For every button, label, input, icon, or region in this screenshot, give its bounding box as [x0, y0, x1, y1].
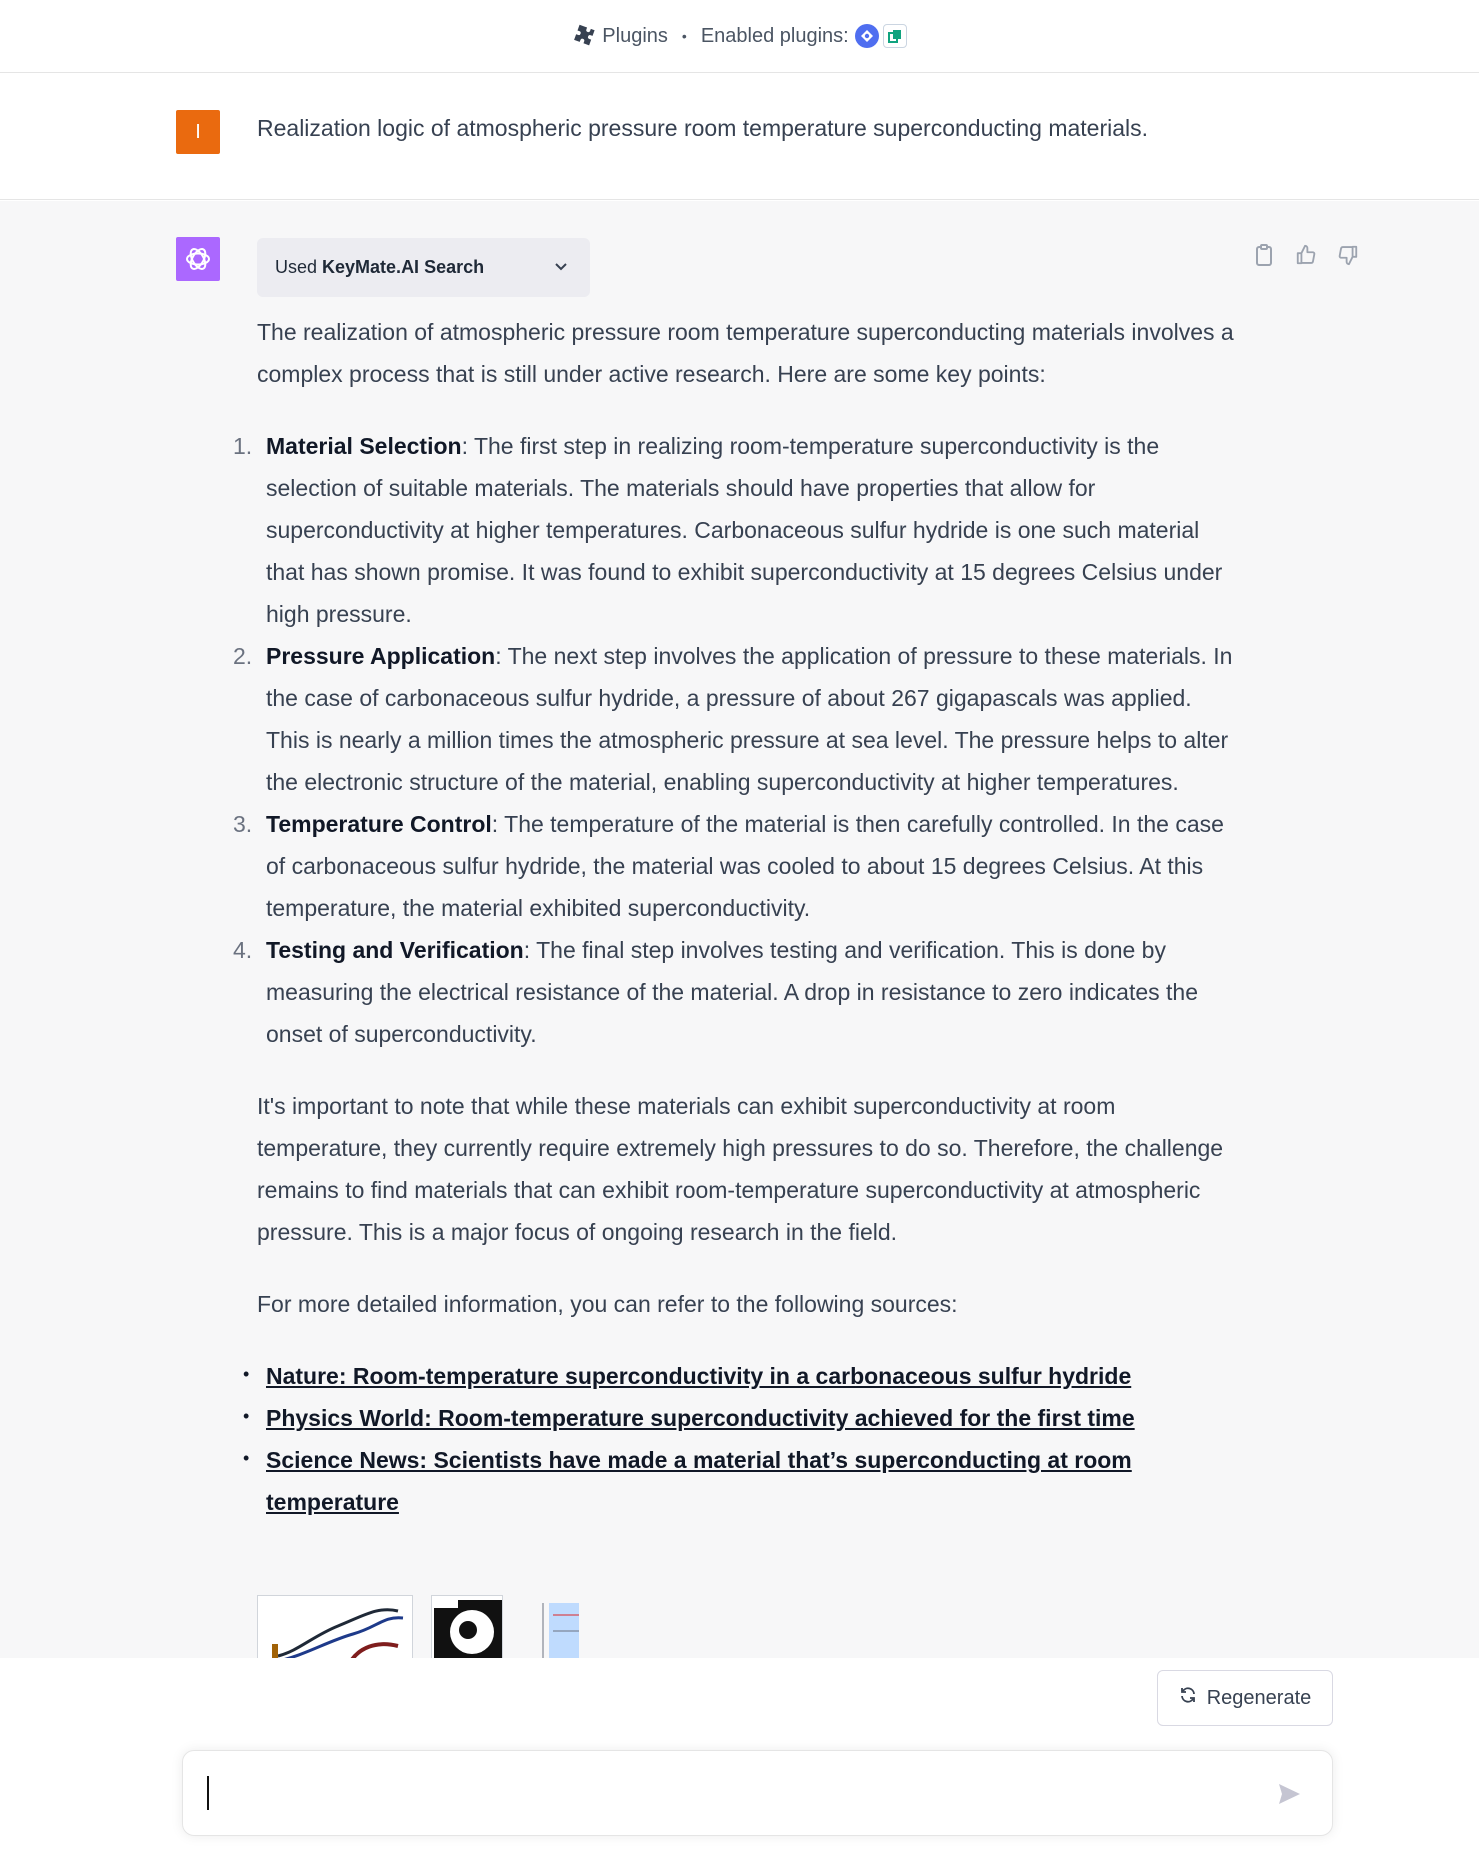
source-item [243, 1355, 1237, 1397]
point-title: Testing and Verification [266, 937, 524, 963]
plugin-used-toggle[interactable] [257, 238, 590, 297]
thumbnail-image-2[interactable] [431, 1595, 503, 1658]
source-item [243, 1439, 1237, 1523]
enabled-plugins-label: Enabled plugins: [700, 24, 849, 47]
user-message-text: Realization logic of atmospheric pressure room temperature superconducting materials. [257, 115, 1149, 141]
plugin-used-prefix: Used [275, 257, 318, 277]
composer-area [0, 1658, 1479, 1858]
list-number: 4. [233, 937, 253, 963]
source-image-thumbnails [257, 1595, 581, 1658]
point-title: Pressure Application [266, 643, 496, 669]
point-text: : The temperature of the material is then carefully controlled. In the case of carbonaceous sulfur hydride, the material was cooled to about 15 degrees Celsius. At this temperature, the material exhibited superconductivity. [266, 811, 1224, 921]
source-link-nature[interactable]: Nature: Room-temperature superconductivity in a carbonaceous sulfur hydride [266, 1363, 1132, 1389]
text-caret [207, 1776, 209, 1810]
point-text: : The final step involves testing and verification. This is done by measuring the electrical resistance of the material. A drop in resistance to zero indicates the onset of superconductivity. [266, 937, 1198, 1047]
key-points-list [233, 425, 1237, 1055]
list-number: 3. [233, 811, 253, 837]
list-item [233, 803, 1237, 929]
bullet: • [243, 1448, 250, 1468]
point-text: : The first step in realizing room-temperature superconductivity is the selection of suitable materials. The materials should have properties that allow for superconductivity at higher temperatures. Carbonaceous sulfur hydride is one such material that has shown promise. It was found to exhibit superconductivity at 15 degrees Celsius under high pressure. [266, 433, 1223, 627]
plugins-header [0, 0, 1479, 73]
openai-logo-icon [183, 244, 213, 274]
bullet: • [243, 1406, 250, 1426]
regenerate-label: Regenerate [1206, 1686, 1312, 1709]
list-item [233, 635, 1237, 803]
puzzle-icon [572, 24, 596, 48]
thumbnail-image-3[interactable] [521, 1595, 581, 1658]
assistant-response [233, 311, 1237, 1523]
source-link-physics-world[interactable]: Physics World: Room-temperature superconductivity achieved for the first time [266, 1405, 1135, 1431]
thumbnail-image-1[interactable] [257, 1595, 413, 1658]
message-actions [1253, 243, 1359, 267]
link-reader-plugin-icon[interactable] [883, 24, 907, 48]
user-avatar: I [176, 110, 220, 154]
chatgpt-avatar [176, 237, 220, 281]
copy-icon[interactable] [1253, 243, 1275, 267]
refresh-icon [1179, 1686, 1197, 1710]
sources-list [243, 1355, 1237, 1523]
note-paragraph: It's important to note that while these materials can exhibit superconductivity at room temperature, they currently require extremely high pressures to do so. Therefore, the challenge remains to find materials that can exhibit room-temperature superconductivity at atmospheric pressure. This is a major focus of ongoing research in the field. [257, 1093, 1224, 1245]
plugins-label: Plugins [602, 24, 668, 47]
list-item [233, 929, 1237, 1055]
list-number: 1. [233, 433, 253, 459]
intro-paragraph: The realization of atmospheric pressure room temperature superconducting materials involves a complex process that is still under active research. Here are some key points: [257, 319, 1234, 387]
source-link-science-news[interactable]: Science News: Scientists have made a material that’s superconducting at room temperature [266, 1447, 1132, 1515]
assistant-message [0, 201, 1479, 1658]
thumbs-down-icon[interactable] [1337, 243, 1359, 267]
list-item [233, 425, 1237, 635]
source-item [243, 1397, 1237, 1439]
thumbs-up-icon[interactable] [1295, 243, 1317, 267]
sources-intro: For more detailed information, you can refer to the following sources: [257, 1291, 958, 1317]
point-title: Material Selection [266, 433, 462, 459]
message-input[interactable] [207, 1773, 1237, 1815]
point-text: : The next step involves the application of pressure to these materials. In the case of carbonaceous sulfur hydride, a pressure of about 267 gigapascals was applied. This is nearly a million times the atmospheric pressure at sea level. The pressure helps to alter the electronic structure of the material, enabling superconductivity at higher temperatures. [266, 643, 1233, 795]
user-message [0, 73, 1479, 200]
chevron-down-icon [552, 258, 570, 281]
bullet: • [243, 1364, 250, 1384]
regenerate-button[interactable] [1157, 1670, 1333, 1726]
separator-dot: • [681, 28, 687, 44]
send-icon[interactable] [1276, 1781, 1302, 1807]
point-title: Temperature Control [266, 811, 492, 837]
keymate-plugin-icon[interactable] [855, 24, 879, 48]
list-number: 2. [233, 643, 253, 669]
plugin-used-name: KeyMate.AI Search [322, 257, 485, 277]
message-input-box [182, 1750, 1333, 1836]
